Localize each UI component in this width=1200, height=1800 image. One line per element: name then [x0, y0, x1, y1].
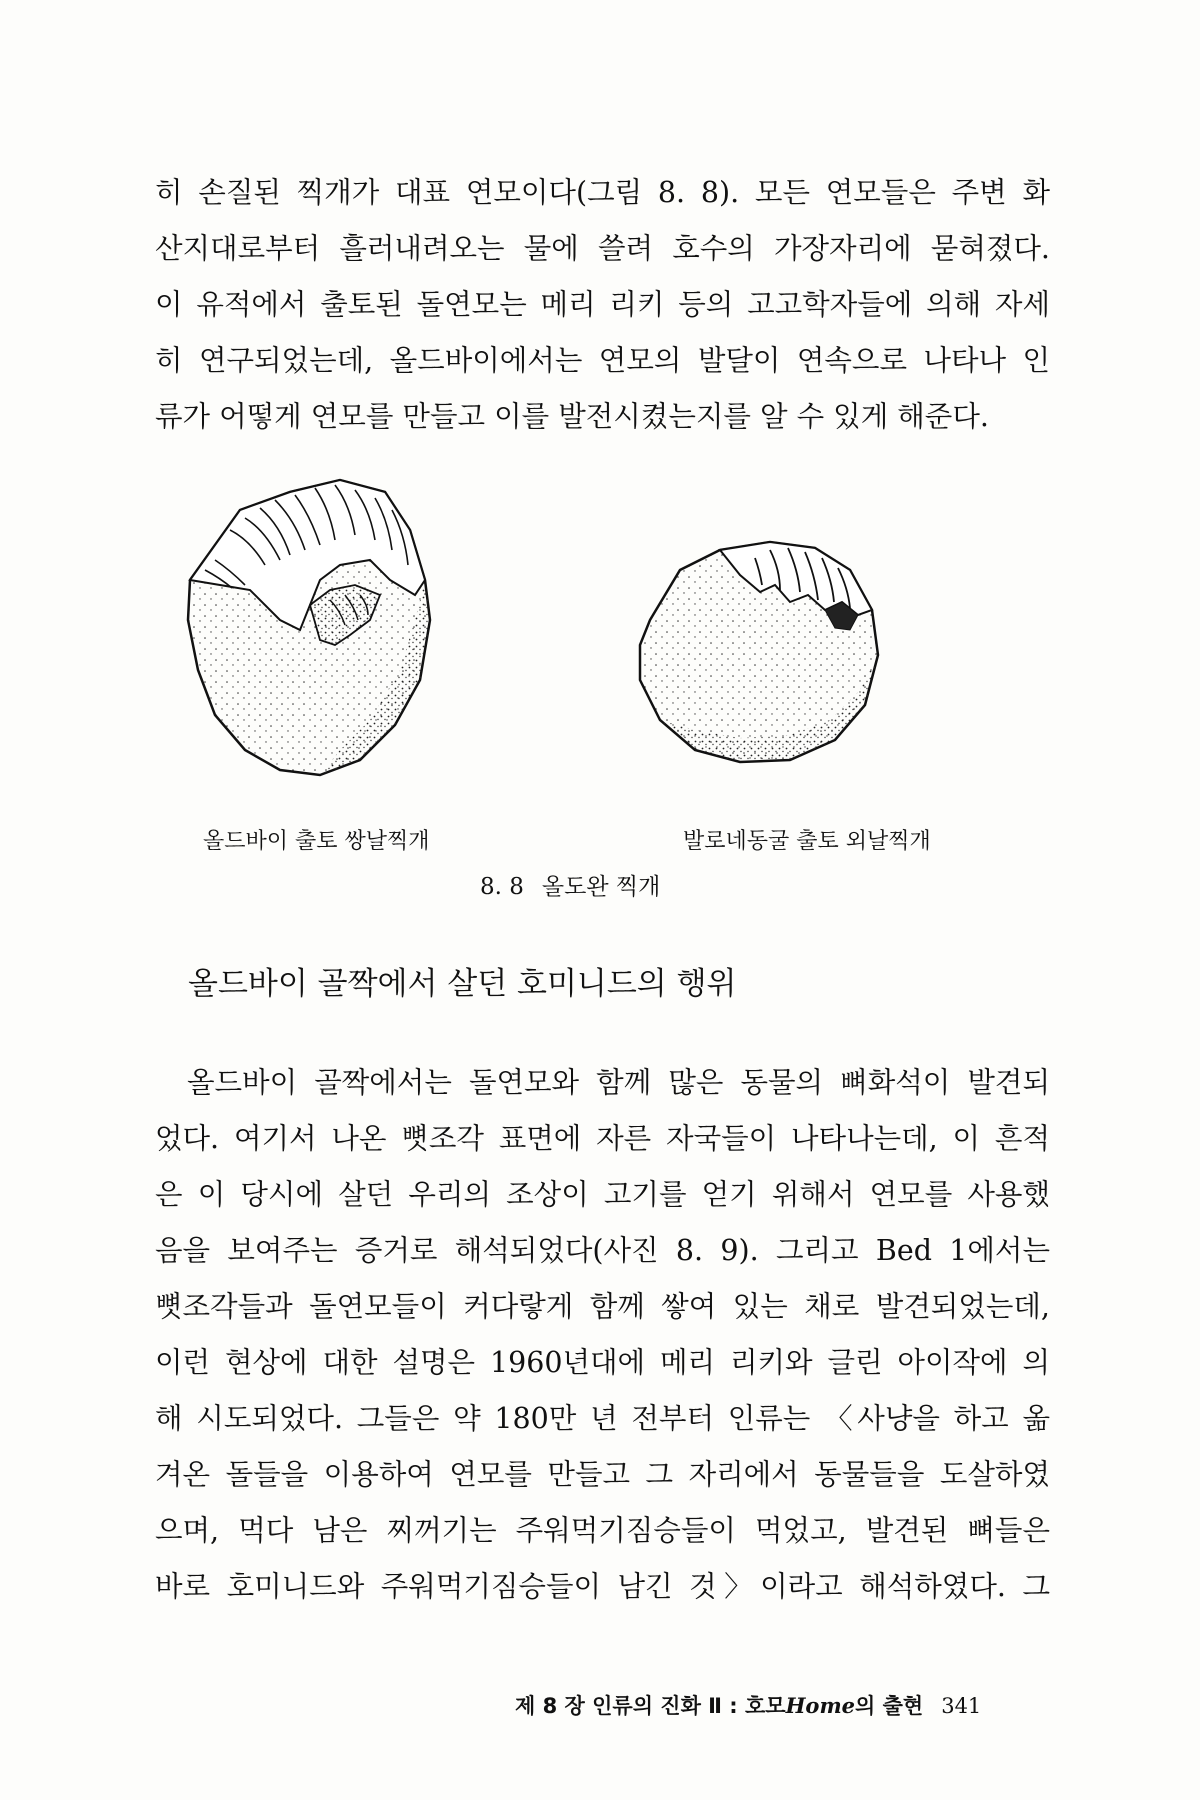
- running-footer: [515, 1690, 981, 1720]
- text-line: 히 연구되었는데, 올드바이에서는 연모의 발달이 연속으로 나타나 인: [155, 344, 1050, 377]
- text-line: 었다. 여기서 나온 뼛조각 표면에 자른 자국들이 나타나는데, 이 흔적: [155, 1122, 1050, 1155]
- text-line: 올드바이 골짝에서는 돌연모와 함께 많은 동물의 뼈화석이 발견되: [187, 1066, 1050, 1099]
- paragraph-2: [155, 1055, 1050, 1615]
- text-line: 은 이 당시에 살던 우리의 조상이 고기를 얻기 위해서 연모를 사용했: [155, 1178, 1050, 1211]
- text-line: 산지대로부터 흘러내려오는 물에 쓸려 호수의 가장자리에 묻혀졌다.: [155, 232, 1050, 265]
- chopper-illustrations: [170, 470, 1040, 810]
- text-line: 이런 현상에 대한 설명은 1960년대에 메리 리키와 글린 아이작에 의: [155, 1346, 1050, 1379]
- text-line: 류가 어떻게 연모를 만들고 이를 발전시켰는지를 알 수 있게 해준다.: [155, 400, 989, 433]
- left-chopper-drawing: [188, 480, 430, 775]
- footer-suffix: 의 출현: [855, 1694, 924, 1718]
- section-heading: 올드바이 골짝에서 살던 호미니드의 행위: [188, 966, 737, 1002]
- text-line: 해 시도되었다. 그들은 약 180만 년 전부터 인류는 〈사냥을 하고 옮: [155, 1402, 1050, 1435]
- paragraph-1: [155, 165, 1050, 445]
- text-line: 음을 보여주는 증거로 해석되었다(사진 8. 9). 그리고 Bed 1에서는: [155, 1234, 1050, 1267]
- page-number: 341: [941, 1694, 982, 1718]
- figure-title-text: 올도완 찍개: [541, 874, 661, 900]
- right-chopper-drawing: [640, 542, 878, 762]
- figure-caption-right: 발로네동굴 출토 외날찍개: [683, 829, 931, 854]
- text-line: 바로 호미니드와 주워먹기짐승들이 남긴 것〉이라고 해석하였다. 그: [155, 1570, 1050, 1603]
- text-line: 히 손질된 찍개가 대표 연모이다(그림 8. 8). 모든 연모들은 주변 화: [155, 176, 1050, 209]
- text-line: 뼛조각들과 돌연모들이 커다랗게 함께 쌓여 있는 채로 발견되었는데,: [155, 1290, 1050, 1323]
- footer-italic-word: Home: [785, 1693, 856, 1718]
- text-line: 으며, 먹다 남은 찌꺼기는 주워먹기짐승들이 먹었고, 발견된 뼈들은: [155, 1514, 1050, 1547]
- text-line: 이 유적에서 출토된 돌연모는 메리 리키 등의 고고학자들에 의해 자세: [155, 288, 1050, 321]
- footer-chapter: 제 8 장 인류의 진화 Ⅱ : 호모: [515, 1694, 786, 1718]
- figure-caption-left: 올드바이 출토 쌍날찍개: [203, 829, 430, 854]
- figure-number: 8. 8: [480, 874, 524, 900]
- text-line: 겨온 돌들을 이용하여 연모를 만들고 그 자리에서 동물들을 도살하였: [155, 1458, 1050, 1491]
- figure-title: [480, 868, 660, 901]
